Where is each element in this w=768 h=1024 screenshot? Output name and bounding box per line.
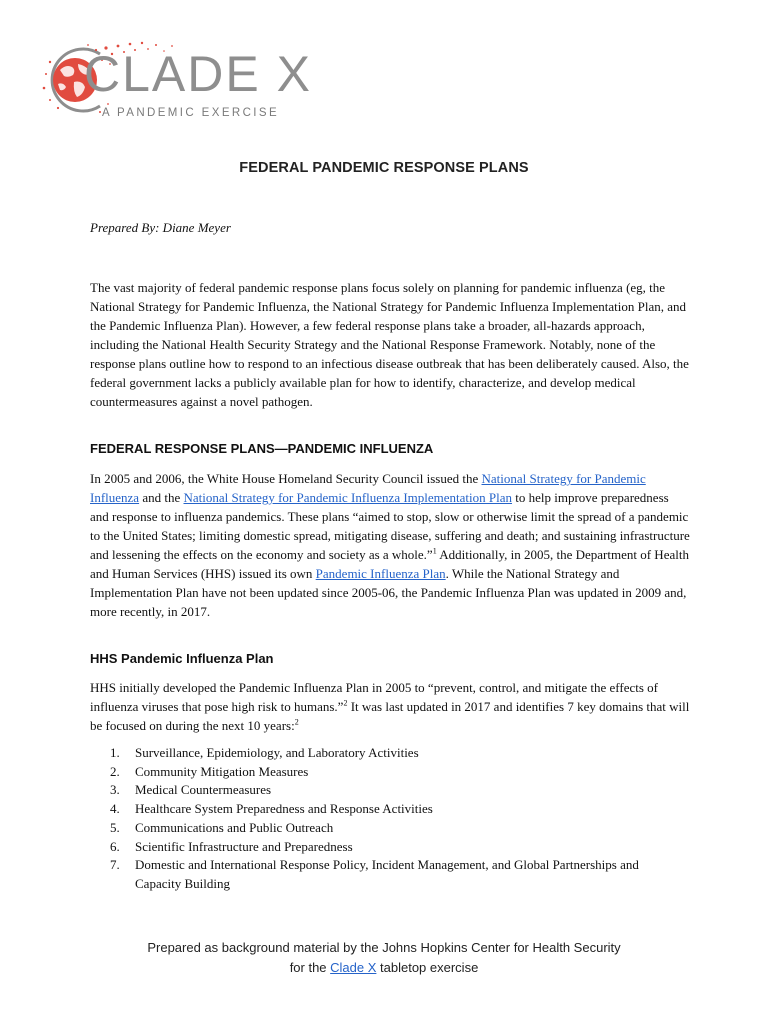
link-clade-x[interactable]: Clade X (330, 960, 377, 975)
footer (0, 938, 768, 978)
page-title: FEDERAL PANDEMIC RESPONSE PLANS (239, 160, 529, 176)
section2-paragraph (90, 678, 690, 735)
list-number: 7. (110, 857, 120, 873)
list-text: Scientific Infrastructure and Preparedness (135, 838, 353, 854)
list-text: Community Mitigation Measures (135, 763, 309, 779)
list-item (110, 819, 670, 838)
list-number: 5. (110, 819, 120, 835)
list-text: Domestic and International Response Policy, Incident Management, and Global Partnerships and Capacity Building (135, 857, 639, 891)
list-text: Communications and Public Outreach (135, 819, 334, 835)
list-item (110, 781, 670, 800)
list-text: Medical Countermeasures (135, 782, 272, 798)
footer-line-2 (0, 958, 768, 978)
list-text: Healthcare System Preparedness and Response Activities (135, 801, 433, 817)
list-number: 4. (110, 801, 120, 817)
list-text: Surveillance, Epidemiology, and Laboratory Activities (135, 745, 419, 760)
section1-text-5: . While the National Strategy and Implementation Plan have not been updated since 2005-06, the Pandemic Influenza Plan was updated in 2009 and, more recently, in 2017. (90, 566, 687, 619)
footnote-ref-1: 1 (432, 546, 437, 556)
list-item (110, 763, 670, 782)
section-heading-pandemic-influenza: FEDERAL RESPONSE PLANS—PANDEMIC INFLUENZA (90, 441, 434, 456)
list-item (110, 800, 670, 819)
section1-text-1: In 2005 and 2006, the White House Homeland Security Council issued the (90, 471, 482, 486)
list-item (110, 744, 670, 763)
footer-text-pre: for the (289, 960, 331, 975)
section2-text-1: HHS initially developed the Pandemic Influenza Plan in 2005 to “prevent, control, and mitigate the effects of influenza viruses that pose high risk to humans.” (90, 680, 658, 714)
footnote-ref-2b: 2 (294, 717, 299, 727)
intro-paragraph: The vast majority of federal pandemic response plans focus solely on planning for pandemic influenza (eg, the National Strategy for Pandemic Influenza, the National Strategy for Pandemic Influenza Implementation Plan, and the Pandemic Influenza Plan). However, a few federal response plans take a broader, all-hazards approach, including the National Health Security Strategy and the National Response Framework. Notably, none of the response plans outline how to respond to an infectious disease outbreak that has been deliberately caused. Also, the federal government lacks a publicly available plan for how to identify, characterize, and develop medical countermeasures against a novel pathogen. (90, 280, 689, 409)
section1-paragraph (90, 469, 690, 621)
section1-text-2: and the (139, 490, 184, 505)
section-heading-hhs-plan: HHS Pandemic Influenza Plan (90, 651, 274, 666)
link-national-strategy[interactable]: National Strategy for Pandemic Influenza (90, 471, 646, 505)
link-pandemic-influenza-plan[interactable]: Pandemic Influenza Plan (315, 566, 446, 581)
logo-wordmark: CLADE X (84, 46, 312, 102)
prepared-by: Prepared By: Diane Meyer (90, 220, 231, 235)
list-number: 1. (110, 745, 120, 760)
list-item (110, 838, 670, 857)
list-number: 3. (110, 782, 120, 798)
footnote-ref-2: 2 (343, 698, 348, 708)
list-number: 6. (110, 838, 120, 854)
logo-tagline: A PANDEMIC EXERCISE (102, 107, 280, 119)
section1-text-3: to help improve preparedness and response to influenza pandemics. These plans “aimed to stop, slow or otherwise limit the spread of a pandemic to the United States; limiting domestic spread, mitigating disease, suffering and death; and sustaining infrastructure and lessening the effects on the economy and society as a whole.” (90, 490, 690, 562)
footer-line-1: Prepared as background material by the Johns Hopkins Center for Health Security (147, 940, 621, 955)
section1-text-4: Additionally, in 2005, the Department of Health and Human Services (HHS) issued its own (90, 547, 689, 581)
footer-text-post: tabletop exercise (376, 960, 479, 975)
clade-x-logo (38, 40, 312, 130)
list-item (110, 856, 670, 893)
list-number: 2. (110, 763, 120, 779)
domains-list (110, 744, 670, 894)
section2-text-2: It was last updated in 2017 and identifies 7 key domains that will be focused on during the next 10 years: (90, 699, 690, 733)
link-implementation-plan[interactable]: National Strategy for Pandemic Influenza Implementation Plan (183, 490, 513, 505)
